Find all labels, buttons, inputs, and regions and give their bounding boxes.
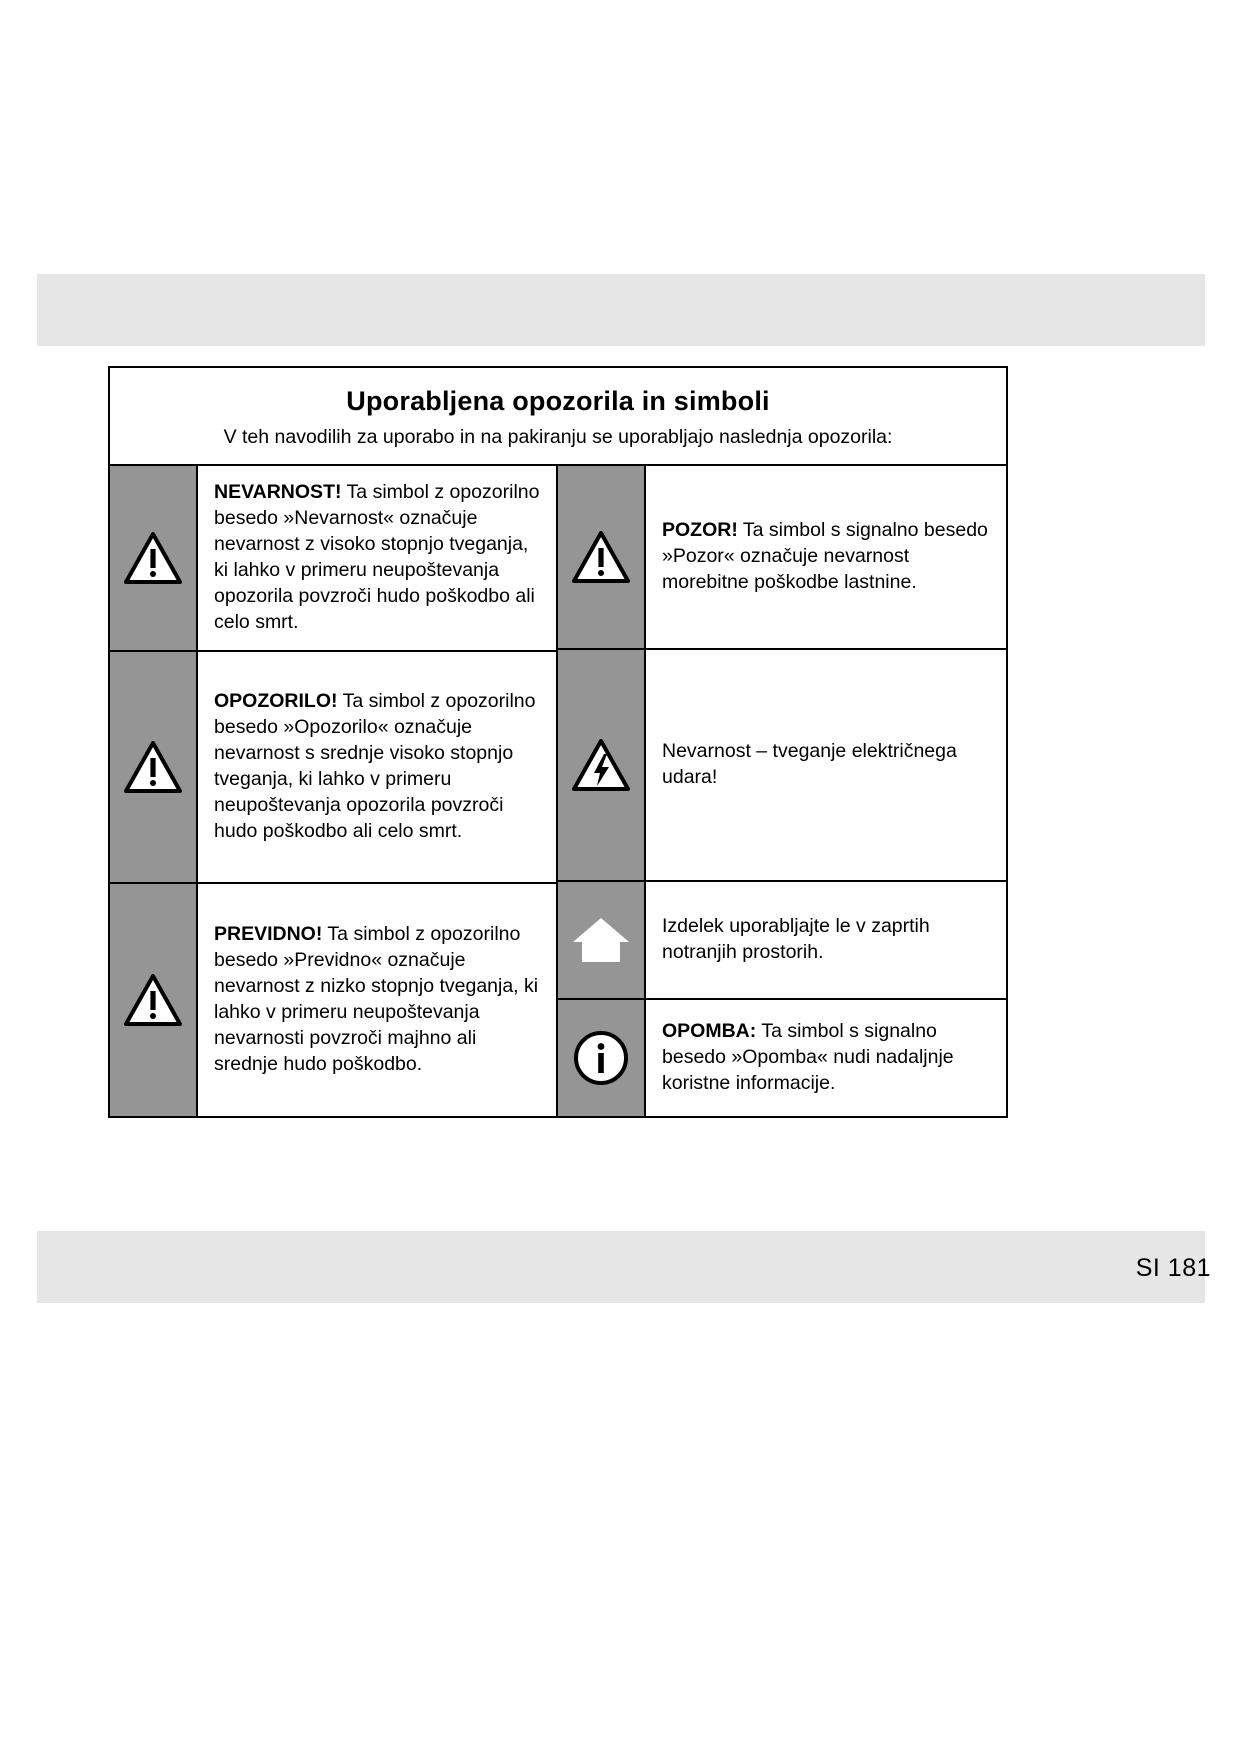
row-lead: OPOZORILO! bbox=[214, 690, 338, 713]
row-body: Ta simbol s signalno besedo »Pozor« označuje nevarnost morebitne poškodbe lastnine. bbox=[662, 519, 988, 594]
table-row bbox=[110, 652, 556, 884]
row-body: Nevarnost – tveganje električnega udara! bbox=[662, 740, 957, 789]
warnings-and-symbols-table bbox=[108, 366, 1008, 1118]
row-body: Izdelek uporabljajte le v zaprtih notranjih prostorih. bbox=[662, 915, 930, 964]
footer-band bbox=[37, 1231, 1205, 1303]
warning-triangle-icon bbox=[124, 974, 182, 1026]
page-number: SI 181 bbox=[1135, 1254, 1211, 1282]
row-body: Ta simbol s signalno besedo »Opomba« nudi nadaljnje koristne informacije. bbox=[662, 1020, 954, 1095]
table-row bbox=[558, 1000, 1006, 1116]
warning-triangle-icon bbox=[124, 532, 182, 584]
row-lead: OPOMBA: bbox=[662, 1020, 757, 1043]
icon-cell bbox=[558, 650, 646, 880]
table-row bbox=[558, 650, 1006, 882]
house-indoor-use-icon bbox=[570, 914, 632, 966]
table-subtitle: V teh navodilih za uporabo in na pakiranju se uporabljajo naslednja opozorila: bbox=[223, 426, 893, 448]
row-lead: PREVIDNO! bbox=[214, 923, 323, 946]
row-text bbox=[646, 1000, 1006, 1116]
electric-shock-icon bbox=[572, 739, 630, 791]
icon-cell bbox=[110, 652, 198, 882]
symbols-grid bbox=[110, 466, 1006, 1116]
row-body: Ta simbol z opozorilno besedo »Nevarnost« označuje nevarnost z visoko stopnjo tveganja, ki lahko v primeru neupoštevanja opozorila povzroči hudo poškodbo ali celo smrt. bbox=[214, 481, 540, 633]
row-body: Ta simbol z opozorilno besedo »Opozorilo« označuje nevarnost s srednje visoko stopnjo tveganja, ki lahko v primeru neupoštevanja opozorila povzroči hudo poškodbo ali celo smrt. bbox=[214, 690, 536, 842]
row-text bbox=[646, 882, 1006, 998]
row-body: Ta simbol z opozorilno besedo »Previdno« označuje nevarnost z nizko stopnjo tveganja, ki lahko v primeru neupoštevanja nevarnosti povzroči majhno ali srednje hudo poškodbo. bbox=[214, 923, 539, 1075]
table-header bbox=[110, 368, 1006, 466]
information-icon bbox=[572, 1029, 630, 1087]
table-row bbox=[110, 466, 556, 652]
icon-cell bbox=[110, 466, 198, 650]
warning-triangle-icon bbox=[572, 531, 630, 583]
row-text bbox=[646, 466, 1006, 648]
icon-cell bbox=[110, 884, 198, 1116]
table-row bbox=[558, 466, 1006, 650]
table-row bbox=[558, 882, 1006, 1000]
row-lead: NEVARNOST! bbox=[214, 481, 342, 504]
icon-cell bbox=[558, 466, 646, 648]
symbols-column-right bbox=[558, 466, 1006, 1116]
table-title: Uporabljena opozorila in simboli bbox=[346, 386, 770, 416]
warning-triangle-icon bbox=[124, 741, 182, 793]
row-lead: POZOR! bbox=[662, 519, 738, 542]
row-text bbox=[198, 884, 556, 1116]
table-row bbox=[110, 884, 556, 1116]
symbols-column-left bbox=[110, 466, 558, 1116]
row-text bbox=[198, 652, 556, 882]
icon-cell bbox=[558, 1000, 646, 1116]
header-band bbox=[37, 274, 1205, 346]
icon-cell bbox=[558, 882, 646, 998]
row-text bbox=[646, 650, 1006, 880]
row-text bbox=[198, 466, 556, 650]
